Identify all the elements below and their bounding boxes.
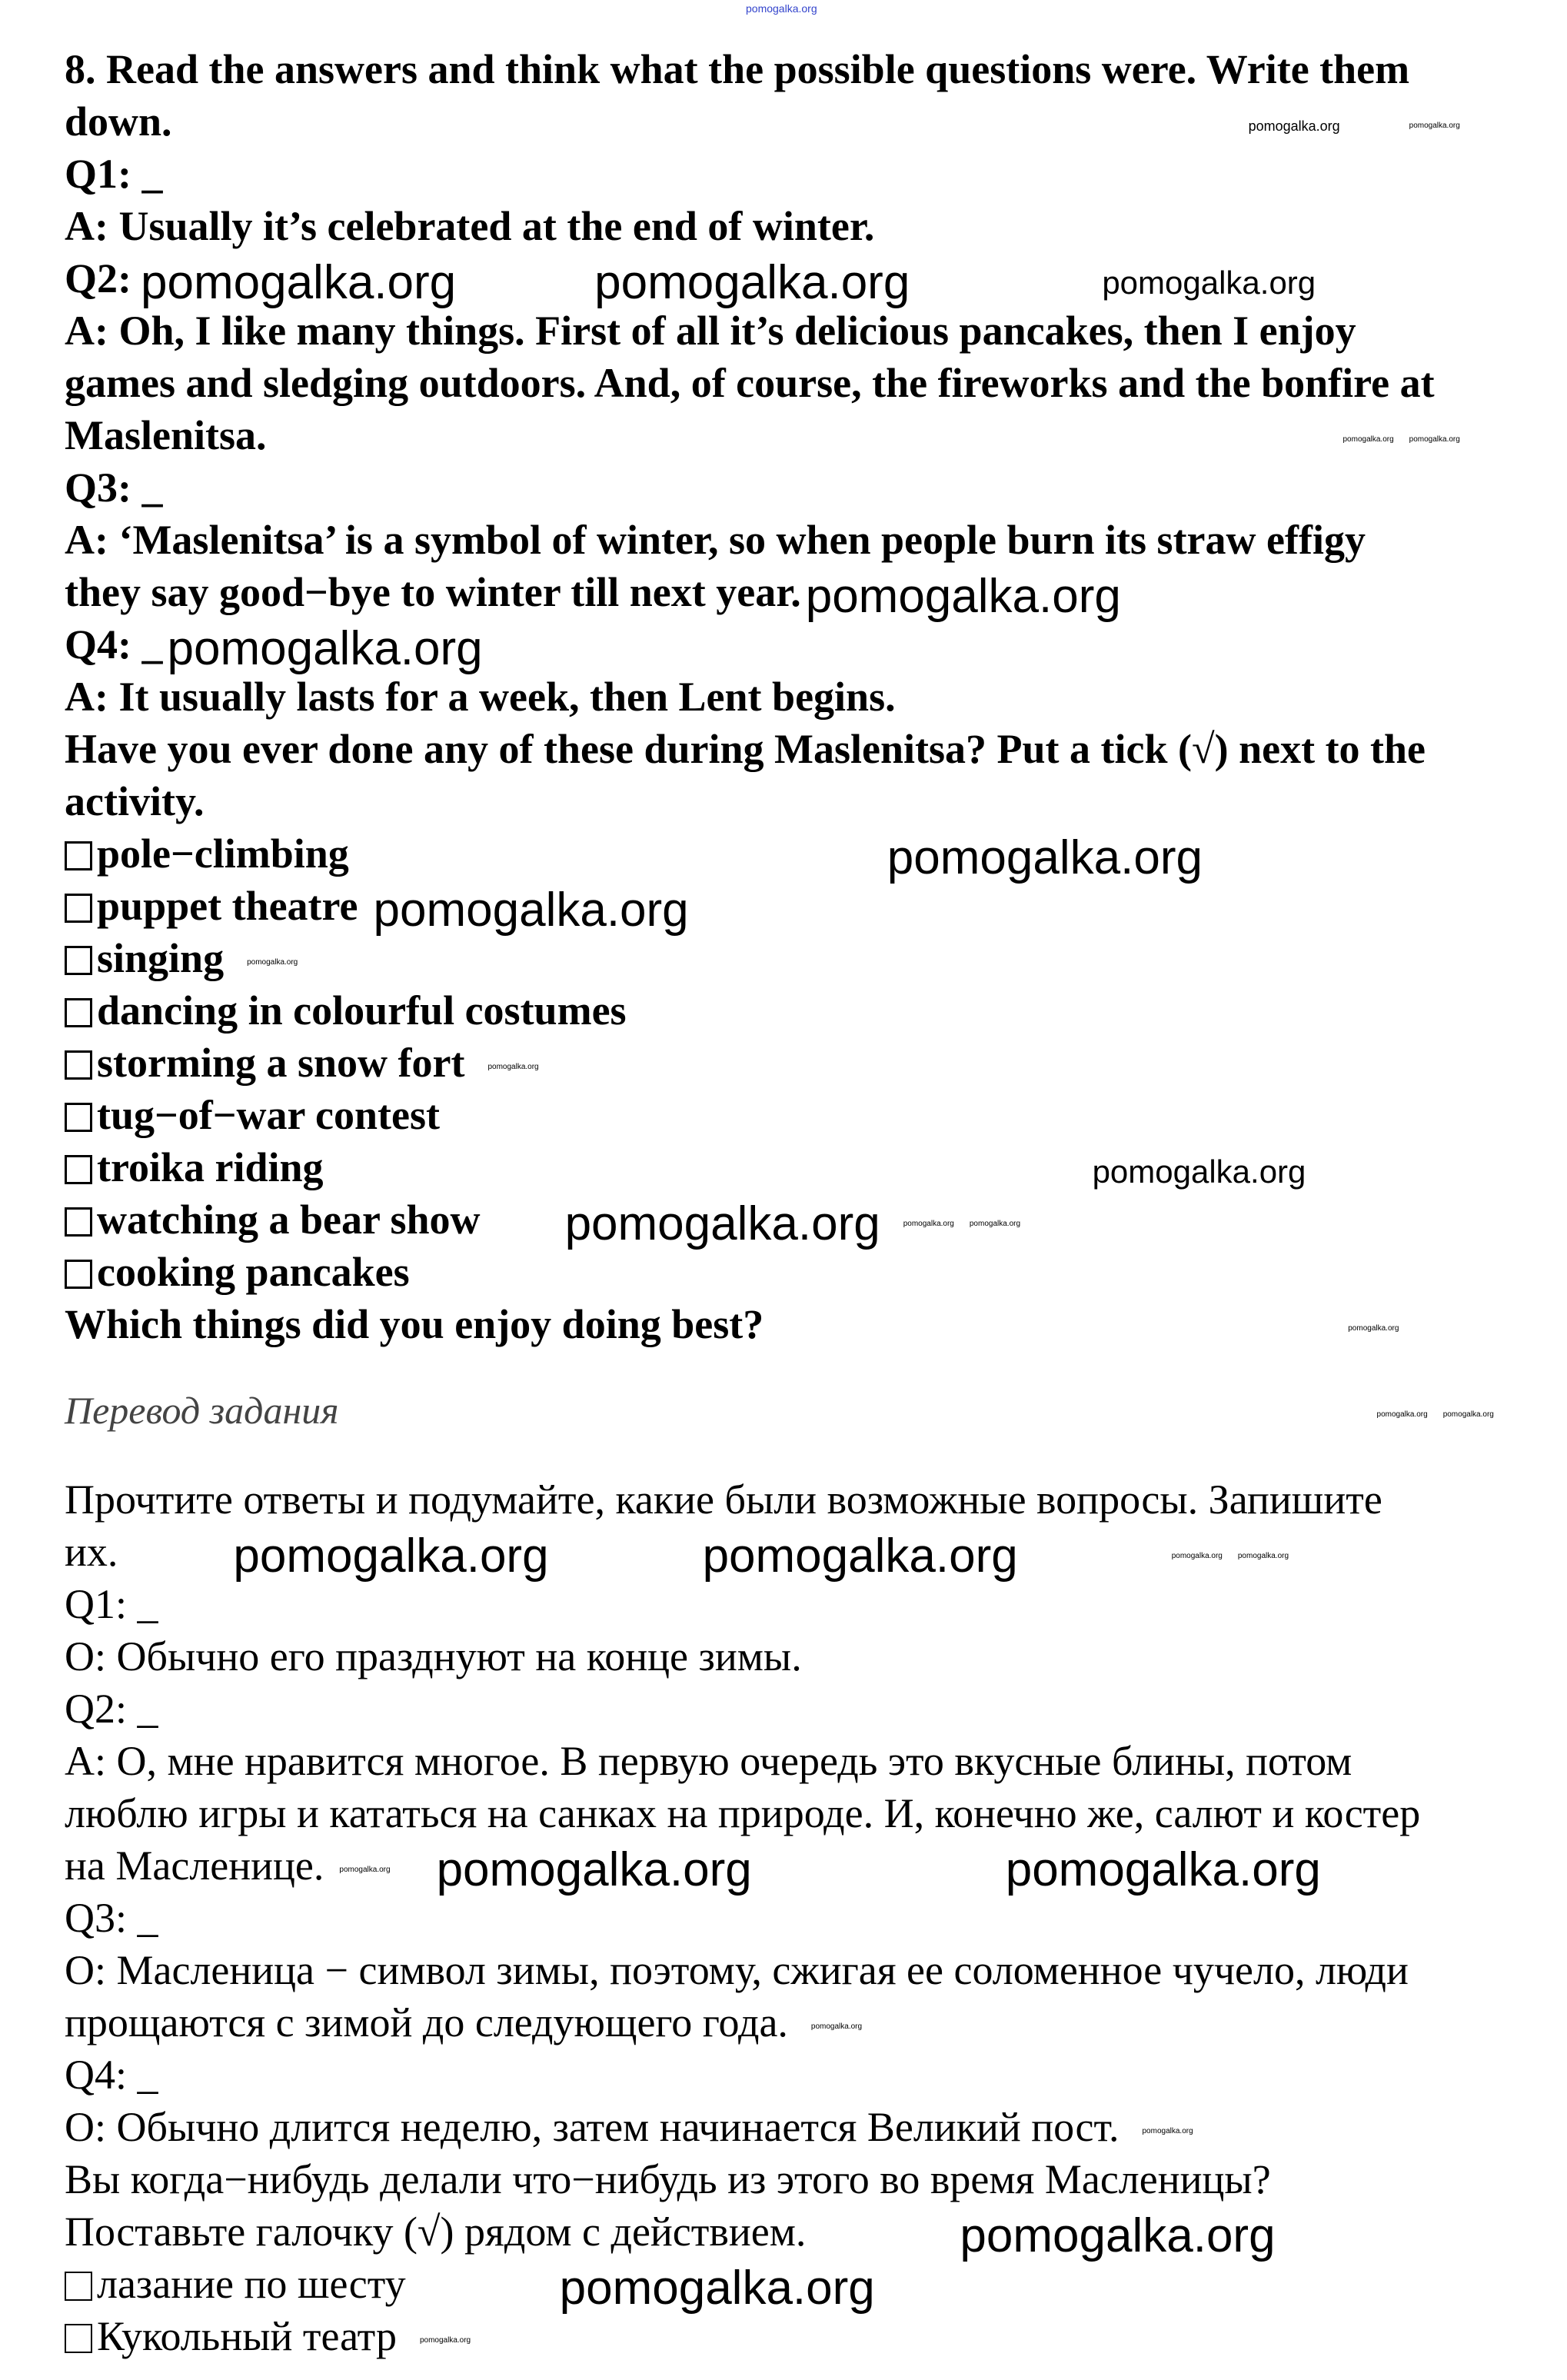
translation-activity-item: лазание по шесту pomogalka.org: [65, 2258, 1567, 2310]
watermark: pomogalka.org: [960, 2209, 1276, 2262]
watermark: pomogalka.org: [1409, 121, 1460, 130]
watermark: pomogalka.org: [810, 2022, 863, 2031]
translation-answer-1: О: Обычно его празднуют на конце зимы.: [65, 1633, 802, 1679]
translation-tick-instruction: Вы когда−нибудь делали что−нибудь из этого во время Масленицы?: [65, 2156, 1271, 2202]
translation-tick-instruction-cont: Поставьте галочку (√) рядом с действием. pomogalka.org: [65, 2209, 1276, 2262]
translation-answer-2-cont: на Масленице. pomogalka.org pomogalka.org pomogalka.org: [65, 1842, 1321, 1896]
checkbox-icon: [65, 2324, 92, 2353]
checkbox-icon: [65, 1050, 92, 1080]
watermark: pomogalka.org: [1142, 2126, 1193, 2135]
activity-item: dancing in colourful costumes: [65, 984, 1567, 1037]
translation-activity-item: Кукольный театр pomogalka.org: [65, 2310, 1567, 2362]
watermark: pomogalka.org: [1409, 434, 1460, 444]
question-3: Q3: _: [65, 464, 163, 511]
answer-2: A: Oh, I like many things. First of all it’s delicious pancakes, then I enjoy: [65, 308, 1356, 354]
checkbox-icon: [65, 1260, 92, 1289]
activity-item: singing pomogalka.org: [65, 932, 1567, 984]
watermark: pomogalka.org: [1248, 118, 1340, 134]
document-page: [65, 43, 1567, 2362]
watermark: pomogalka.org: [887, 831, 1203, 884]
answer-3-cont: they say good−bye to winter till next year.pomogalka.org: [65, 569, 1121, 623]
activity-item: puppet theatre pomogalka.org: [65, 880, 1567, 932]
watermark: pomogalka.org: [141, 255, 457, 309]
translation-answer-4: О: Обычно длится неделю, затем начинается Великий пост. pomogalka.org: [65, 2104, 1193, 2150]
translation-answer-2-cont: люблю игры и кататься на санках на природе. И, конечно же, салют и костер: [65, 1790, 1421, 1836]
answer-4: A: It usually lasts for a week, then Lent begins.: [65, 674, 896, 720]
checkbox-icon: [65, 998, 92, 1027]
activity-item: cooking pancakes: [65, 1246, 1567, 1298]
watermark: pomogalka.org: [247, 957, 298, 967]
exercise-title: 8. Read the answers and think what the possible questions were. Write them: [65, 46, 1410, 92]
watermark: pomogalka.org: [436, 1842, 752, 1896]
watermark: pomogalka.org: [167, 621, 483, 675]
activity-item: troika riding pomogalka.org: [65, 1141, 1567, 1193]
translation-intro: Прочтите ответы и подумайте, какие были возможные вопросы. Запишите: [65, 1476, 1382, 1523]
checkbox-icon: [65, 946, 92, 975]
watermark: pomogalka.org: [903, 1219, 954, 1228]
checkbox-icon: [65, 841, 92, 870]
watermark: pomogalka.org: [487, 1062, 539, 1071]
question-2: Q2: pomogalka.org pomogalka.org pomogalka.org: [65, 255, 1316, 309]
translation-heading: Перевод задания pomogalka.org pomogalka.org: [65, 1389, 1494, 1432]
watermark: pomogalka.org: [339, 1865, 391, 1874]
translation-answer-2: А: О, мне нравится многое. В первую очередь это вкусные блины, потом: [65, 1738, 1352, 1784]
translation-question-4: Q4: _: [65, 2052, 158, 2098]
watermark: pomogalka.org: [419, 2335, 471, 2345]
translation-question-2: Q2: _: [65, 1686, 158, 1732]
watermark: pomogalka.org: [233, 1529, 549, 1583]
answer-3: A: ‘Maslenitsa’ is a symbol of winter, so when people burn its straw effigy: [65, 517, 1366, 563]
activity-item: storming a snow fort pomogalka.org: [65, 1037, 1567, 1089]
exercise-title-cont: down. pomogalka.org pomogalka.org: [65, 98, 1460, 145]
translation-answer-3: О: Масленица − символ зимы, поэтому, сжигая ее соломенное чучело, люди: [65, 1947, 1409, 1993]
answer-2-cont: games and sledging outdoors. And, of course, the fireworks and the bonfire at: [65, 360, 1435, 406]
question-1: Q1: _: [65, 151, 163, 197]
question-4: Q4: _pomogalka.org: [65, 621, 483, 675]
translation-intro-cont: их. pomogalka.org pomogalka.org pomogalka.org pomogalka.org: [65, 1529, 1289, 1583]
final-question: Which things did you enjoy doing best? pomogalka.org: [65, 1301, 1399, 1347]
watermark: pomogalka.org: [969, 1219, 1021, 1228]
watermark: pomogalka.org: [1092, 1153, 1306, 1190]
checkbox-icon: [65, 1103, 92, 1132]
checkbox-icon: [65, 1155, 92, 1184]
watermark: pomogalka.org: [559, 2261, 875, 2315]
watermark: pomogalka.org: [1442, 1410, 1494, 1419]
tick-instruction-cont: activity.: [65, 778, 205, 824]
watermark: pomogalka.org: [1171, 1551, 1223, 1560]
activity-item: watching a bear show pomogalka.org pomogalka.org pomogalka.org: [65, 1193, 1567, 1246]
watermark: pomogalka.org: [1237, 1551, 1289, 1560]
checkbox-icon: [65, 2272, 92, 2301]
translation-question-3: Q3: _: [65, 1895, 158, 1941]
translation-answer-3-cont: прощаются с зимой до следующего года. pomogalka.org: [65, 1999, 863, 2045]
watermark: pomogalka.org: [1376, 1410, 1428, 1419]
tick-instruction: Have you ever done any of these during Maslenitsa? Put a tick (√) next to the: [65, 726, 1426, 772]
watermark: pomogalka.org: [1102, 264, 1316, 301]
watermark: pomogalka.org: [1348, 1323, 1399, 1333]
watermark: pomogalka.org: [1342, 434, 1394, 444]
checkbox-icon: [65, 894, 92, 923]
watermark: pomogalka.org: [594, 255, 910, 309]
watermark: pomogalka.org: [702, 1529, 1018, 1583]
answer-1: A: Usually it’s celebrated at the end of winter.: [65, 203, 875, 249]
watermark: pomogalka.org: [805, 569, 1121, 623]
translation-question-1: Q1: _: [65, 1581, 158, 1627]
answer-2-cont: Maslenitsa. pomogalka.org pomogalka.org: [65, 412, 1460, 458]
watermark: pomogalka.org: [564, 1197, 880, 1250]
activity-item: pole−climbing pomogalka.org: [65, 827, 1567, 880]
watermark-link[interactable]: pomogalka.org: [746, 2, 817, 15]
watermark: pomogalka.org: [373, 883, 689, 937]
checkbox-icon: [65, 1207, 92, 1237]
activity-item: tug−of−war contest: [65, 1089, 1567, 1141]
watermark: pomogalka.org: [1005, 1842, 1321, 1896]
